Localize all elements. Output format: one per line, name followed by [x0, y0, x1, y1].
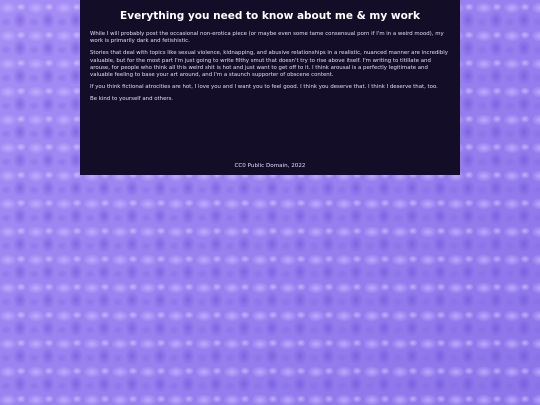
about-panel — [80, 0, 460, 175]
paragraph-be-kind: Be kind to yourself and others. — [90, 96, 174, 103]
license-footer: CC0 Public Domain, 2022 — [234, 163, 306, 169]
paragraph-intro: While I will probably post the occasional non-erotica piece (or maybe even some tame consensual porn if I'm in a weird mood), my work is primarily dark and fetishistic. — [90, 31, 444, 45]
page-title: Everything you need to know about me & my work — [120, 10, 420, 22]
paragraph-fiction: If you think fictional atrocities are hot, I love you and I want you to feel good. I think you deserve that. I think I deserve that, too. — [90, 84, 438, 91]
paragraph-topics: Stories that deal with topics like sexual violence, kidnapping, and abusive relationships in a realistic, nuanced manner are incredibly valuable, but for the most part I'm just going to write filthy smut that doesn't try to rise above itself. I'm writing to titillate and arouse, for people who think all this weird shit is hot and just want to get off to it. I think arousal is a perfectly legitimate and valuable feeling to base your art around, and I'm a staunch supporter of obscene content. — [90, 50, 448, 79]
